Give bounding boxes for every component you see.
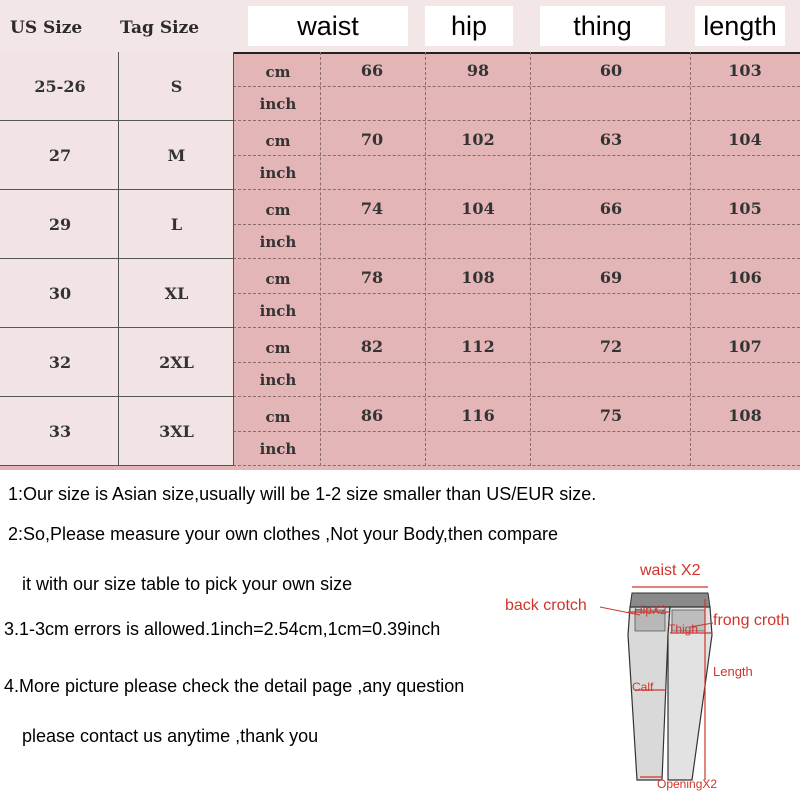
waist-value: 86 <box>360 406 384 425</box>
hip-value: 112 <box>461 337 495 356</box>
thigh-value: 69 <box>599 268 623 287</box>
tag-size-cell: XL <box>164 284 189 303</box>
length-value: 107 <box>728 337 762 356</box>
hip-value: 104 <box>461 199 495 218</box>
column-divider <box>233 52 234 466</box>
row-divider-dashed <box>233 327 800 328</box>
header-us-size: US Size <box>10 18 83 38</box>
length-value: 108 <box>728 406 762 425</box>
waist-value: 82 <box>360 337 384 356</box>
unit-divider-dashed <box>233 431 800 432</box>
unit-inch-cell: inch <box>259 302 297 320</box>
unit-cm-cell: cm <box>265 408 291 426</box>
header-hip: hip <box>425 6 513 46</box>
header-waist: waist <box>248 6 408 46</box>
unit-inch-cell: inch <box>259 233 297 251</box>
unit-cm-cell: cm <box>265 270 291 288</box>
waist-value: 66 <box>360 61 384 80</box>
unit-inch-cell: inch <box>259 164 297 182</box>
label-front-crotch: frong croth <box>713 612 790 629</box>
unit-divider-dashed <box>233 224 800 225</box>
row-divider <box>0 189 233 190</box>
length-value: 104 <box>728 130 762 149</box>
column-divider <box>320 52 321 466</box>
hip-value: 108 <box>461 268 495 287</box>
row-divider-dashed <box>233 396 800 397</box>
row-divider <box>0 396 233 397</box>
unit-inch-cell: inch <box>259 95 297 113</box>
header-length: length <box>695 6 785 46</box>
us-size-cell: 27 <box>48 146 72 165</box>
us-size-cell: 25-26 <box>34 77 86 96</box>
row-divider <box>0 120 233 121</box>
unit-divider-dashed <box>233 86 800 87</box>
label-opening: OpeningX2 <box>657 777 718 791</box>
thigh-value: 60 <box>599 61 623 80</box>
tag-size-cell: M <box>167 146 186 165</box>
length-value: 103 <box>728 61 762 80</box>
unit-cm-cell: cm <box>265 132 291 150</box>
row-divider-dashed <box>233 189 800 190</box>
hip-value: 102 <box>461 130 495 149</box>
header-tag-size: Tag Size <box>120 18 200 38</box>
hip-value: 116 <box>461 406 495 425</box>
tag-size-cell: 3XL <box>159 422 194 441</box>
column-divider <box>530 52 531 466</box>
unit-inch-cell: inch <box>259 440 297 458</box>
column-divider <box>118 52 119 466</box>
thigh-value: 63 <box>599 130 623 149</box>
row-divider-dashed <box>233 465 800 466</box>
unit-divider-dashed <box>233 362 800 363</box>
unit-cm-cell: cm <box>265 201 291 219</box>
waist-value: 78 <box>360 268 384 287</box>
note-2-continued: it with our size table to pick your own size <box>22 574 353 594</box>
row-divider <box>0 258 233 259</box>
pants-measurement-diagram <box>500 555 800 800</box>
us-size-cell: 32 <box>48 353 72 372</box>
unit-divider-dashed <box>233 155 800 156</box>
tag-size-cell: S <box>170 77 183 96</box>
length-value: 106 <box>728 268 762 287</box>
tag-size-cell: 2XL <box>159 353 194 372</box>
thigh-value: 66 <box>599 199 623 218</box>
hip-value: 98 <box>466 61 490 80</box>
column-divider <box>690 52 691 466</box>
note-4-continued: please contact us anytime ,thank you <box>22 726 319 746</box>
thigh-value: 72 <box>599 337 623 356</box>
unit-inch-cell: inch <box>259 371 297 389</box>
unit-cm-cell: cm <box>265 339 291 357</box>
unit-divider-dashed <box>233 293 800 294</box>
note-4: 4.More picture please check the detail page ,any question <box>4 676 465 696</box>
us-size-cell: 30 <box>48 284 72 303</box>
row-divider-dashed <box>233 120 800 121</box>
row-divider-dashed <box>233 258 800 259</box>
us-size-cell: 29 <box>48 215 72 234</box>
unit-cm-cell: cm <box>265 63 291 81</box>
label-waist: waist X2 <box>640 562 701 579</box>
label-calf: Calf <box>632 680 654 694</box>
label-length: Length <box>713 664 753 679</box>
row-divider <box>0 465 233 466</box>
thigh-value: 75 <box>599 406 623 425</box>
row-divider <box>0 327 233 328</box>
us-size-cell: 33 <box>48 422 72 441</box>
tag-size-cell: L <box>170 215 183 234</box>
waist-value: 70 <box>360 130 384 149</box>
label-hip: HipX2 <box>634 603 667 617</box>
header-thigh: thing <box>540 6 665 46</box>
pants-outline <box>500 555 800 800</box>
label-back-crotch: back crotch <box>505 597 587 614</box>
note-2: 2:So,Please measure your own clothes ,Not your Body,then compare <box>8 524 558 544</box>
note-3: 3.1-3cm errors is allowed.1inch=2.54cm,1cm=0.39inch <box>4 619 441 639</box>
header-row <box>0 0 800 54</box>
length-value: 105 <box>728 199 762 218</box>
left-column-background <box>0 52 233 466</box>
note-1: 1:Our size is Asian size,usually will be 1-2 size smaller than US/EUR size. <box>8 484 597 504</box>
label-thigh: Thigh <box>668 622 699 636</box>
waist-value: 74 <box>360 199 384 218</box>
column-divider <box>425 52 426 466</box>
